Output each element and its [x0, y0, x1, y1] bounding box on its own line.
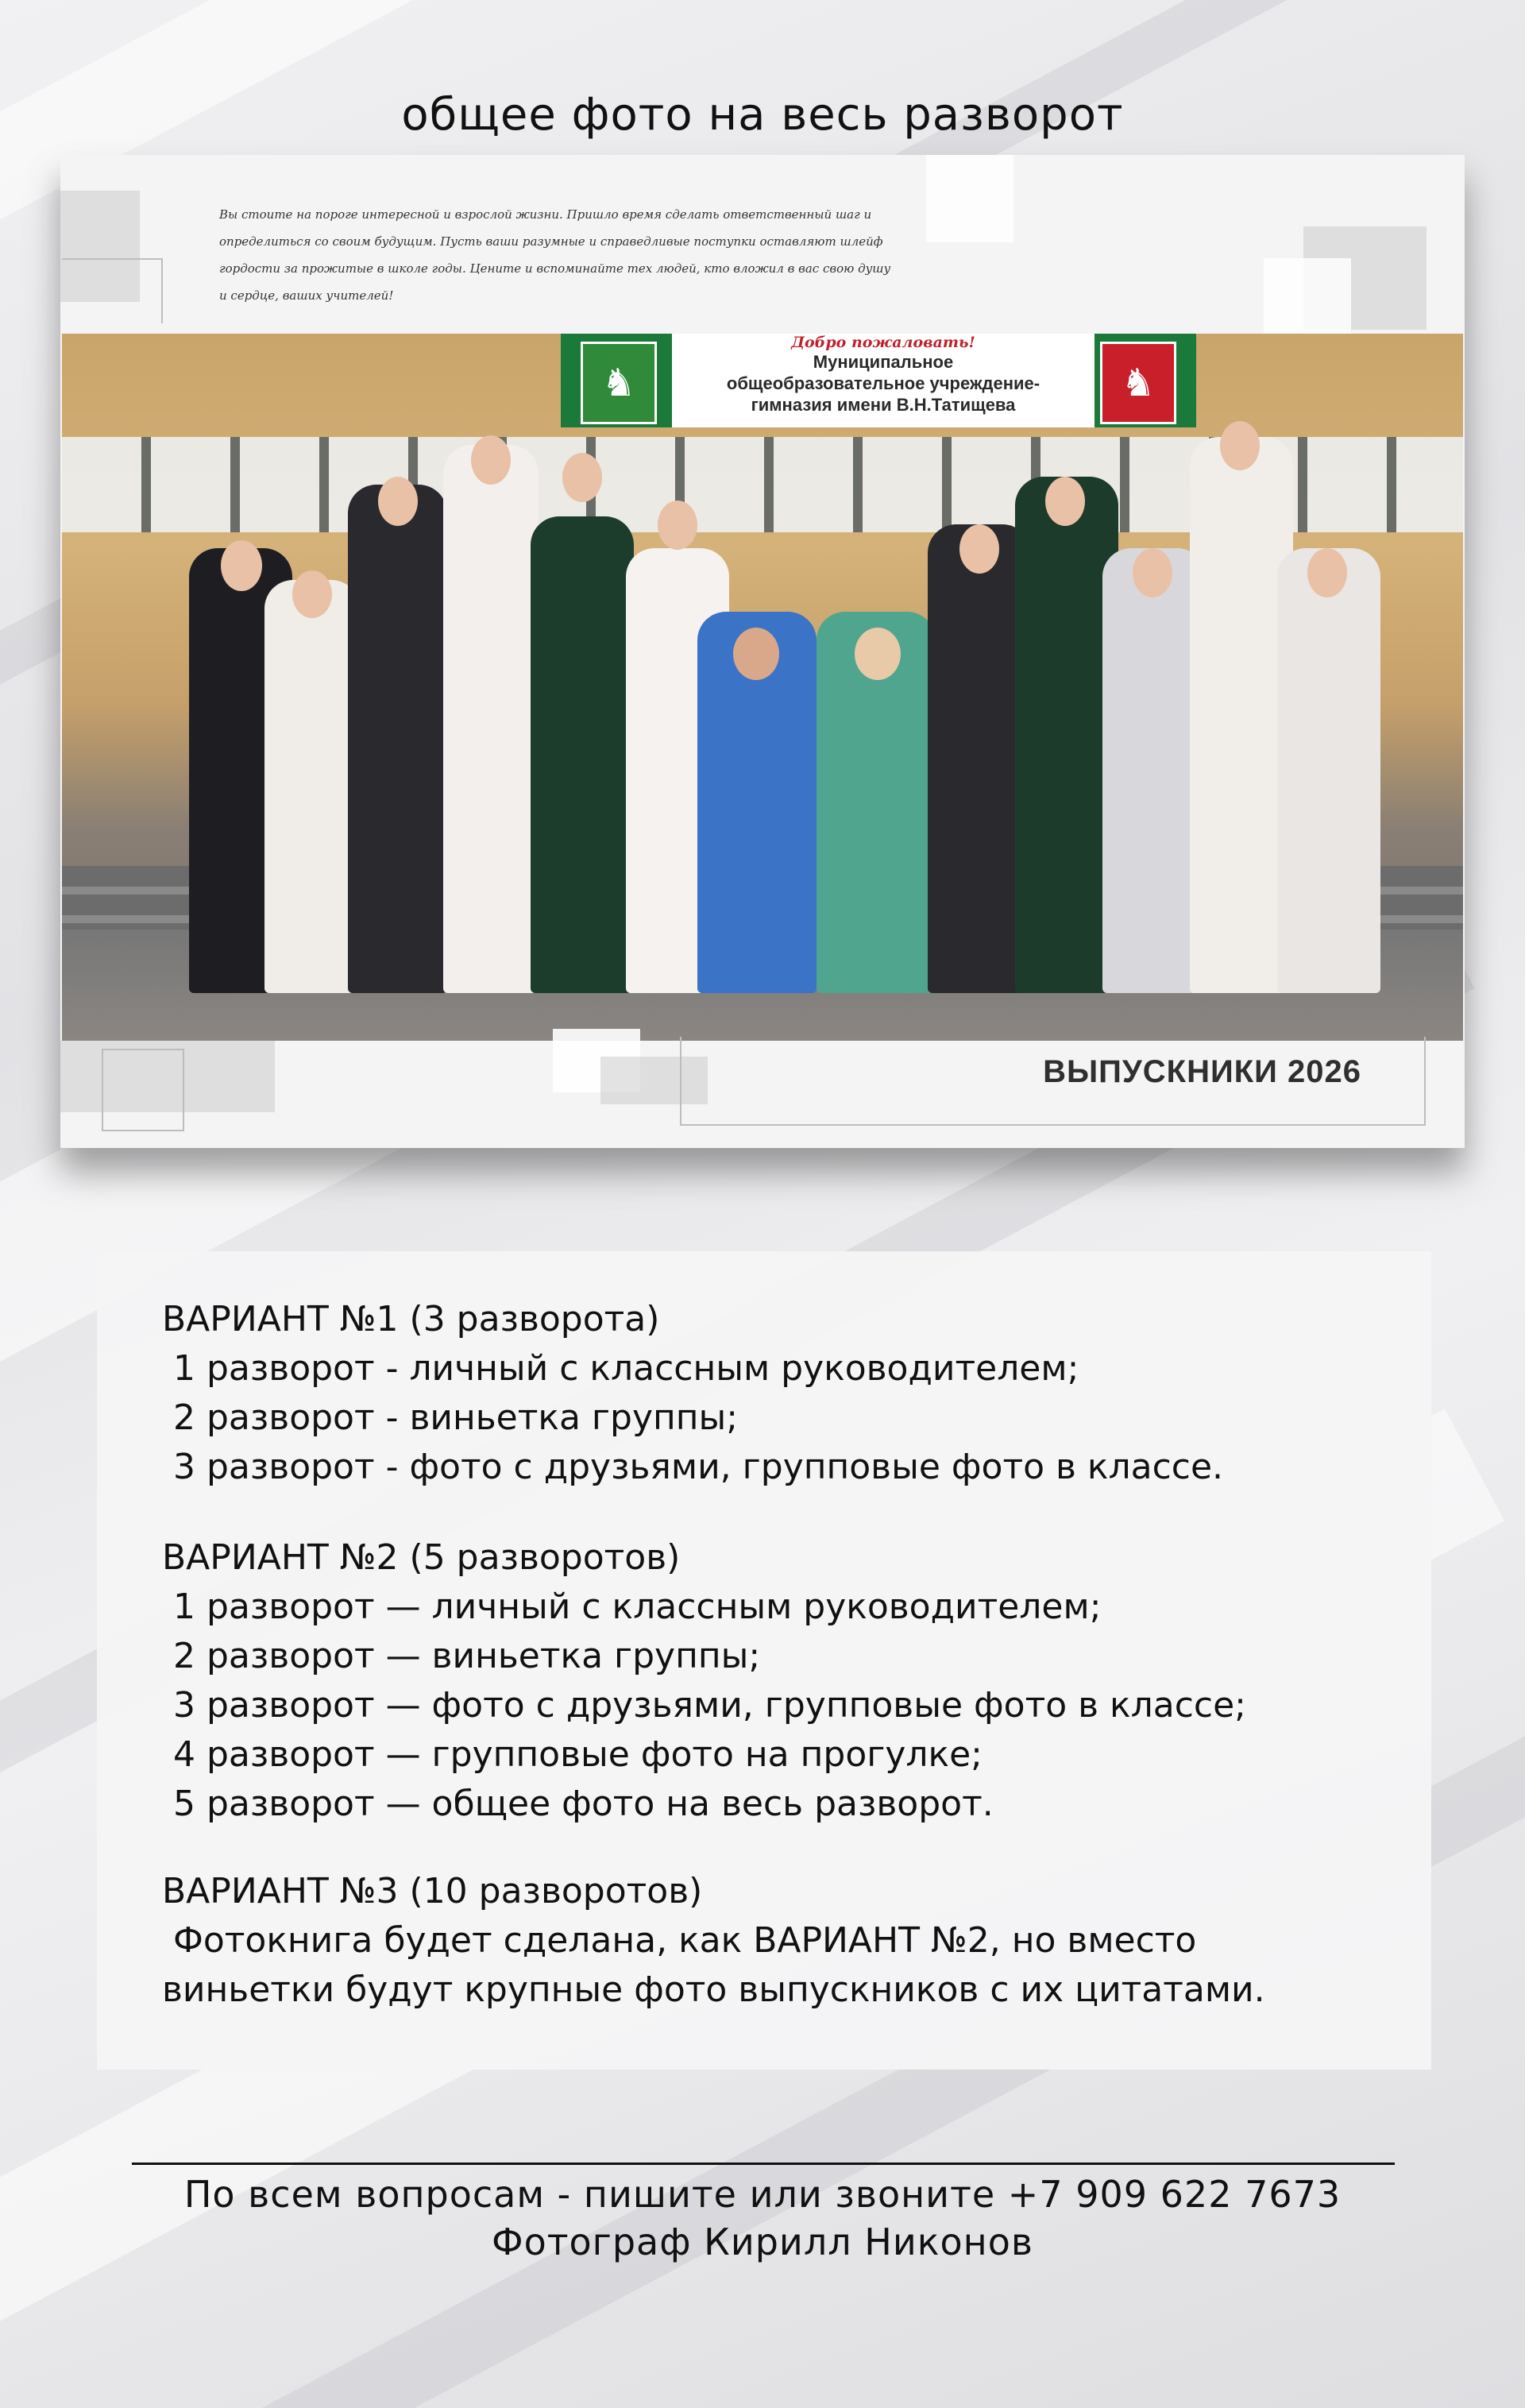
city-emblem-icon: ♞	[581, 342, 657, 424]
intro-line: Вы стоите на пороге интересной и взрослой жизни. Пришло время сделать ответственный шаг и	[219, 207, 872, 222]
graduates-title: ВЫПУСКНИКИ 2026	[1043, 1054, 1361, 1089]
option-line: 2 разворот — виньетка группы;	[162, 1636, 761, 1676]
divider	[132, 2163, 1395, 2165]
contact-line: По всем вопросам - пишите или звоните +7 909 622 7673	[183, 2173, 1342, 2216]
region-emblem-icon: ♞	[1100, 342, 1176, 424]
option-2	[162, 1533, 1246, 1829]
intro-line: гордости за прожитые в школе годы. Цените и вспоминайте тех людей, кто вложил в вас свою душу	[219, 261, 891, 276]
option-3	[162, 1867, 1265, 2015]
option-title: ВАРИАНТ №3 (10 разворотов)	[162, 1871, 703, 1911]
sign-welcome: Добро пожаловать!	[791, 334, 975, 351]
sign-line: гимназия имени В.Н.Татищева	[751, 395, 1016, 415]
page-heading: общее фото на весь разворот	[401, 89, 1124, 141]
option-line: виньетки будут крупные фото выпускников с их цитатами.	[162, 1969, 1265, 2010]
school-sign	[561, 334, 1196, 427]
option-line: 4 разворот — групповые фото на прогулке;	[162, 1734, 983, 1775]
intro-text	[219, 201, 1021, 309]
option-line: 3 разворот - фото с друзьями, групповые фото в классе.	[162, 1447, 1224, 1487]
sign-line: Муниципальное	[813, 352, 954, 372]
graduates-group	[189, 421, 1396, 993]
intro-line: и сердце, ваших учителей!	[219, 288, 394, 303]
sign-line: общеобразовательное учреждение-	[726, 373, 1040, 393]
option-line: 1 разворот — личный с классным руководителем;	[162, 1587, 1102, 1627]
option-line: 2 разворот - виньетка группы;	[162, 1397, 739, 1438]
photographer-name: Фотограф Кирилл Никонов	[491, 2221, 1033, 2263]
option-line: Фотокнига будет сделана, как ВАРИАНТ №2, но вместо	[162, 1920, 1197, 1961]
option-1	[162, 1295, 1223, 1492]
option-line: 5 разворот — общее фото на весь разворот.	[162, 1784, 994, 1824]
option-line: 1 разворот - личный с классным руководителем;	[162, 1348, 1079, 1389]
option-title: ВАРИАНТ №1 (3 разворота)	[162, 1299, 660, 1339]
graduates-group-photo	[62, 334, 1463, 1041]
options-panel	[97, 1251, 1431, 2070]
photobook-spread	[60, 155, 1465, 1148]
option-title: ВАРИАНТ №2 (5 разворотов)	[162, 1537, 681, 1578]
intro-line: определиться со своим будущим. Пусть ваши разумные и справедливые поступки оставляют шлейф	[219, 234, 883, 249]
option-line: 3 разворот — фото с друзьями, групповые фото в классе;	[162, 1685, 1246, 1726]
